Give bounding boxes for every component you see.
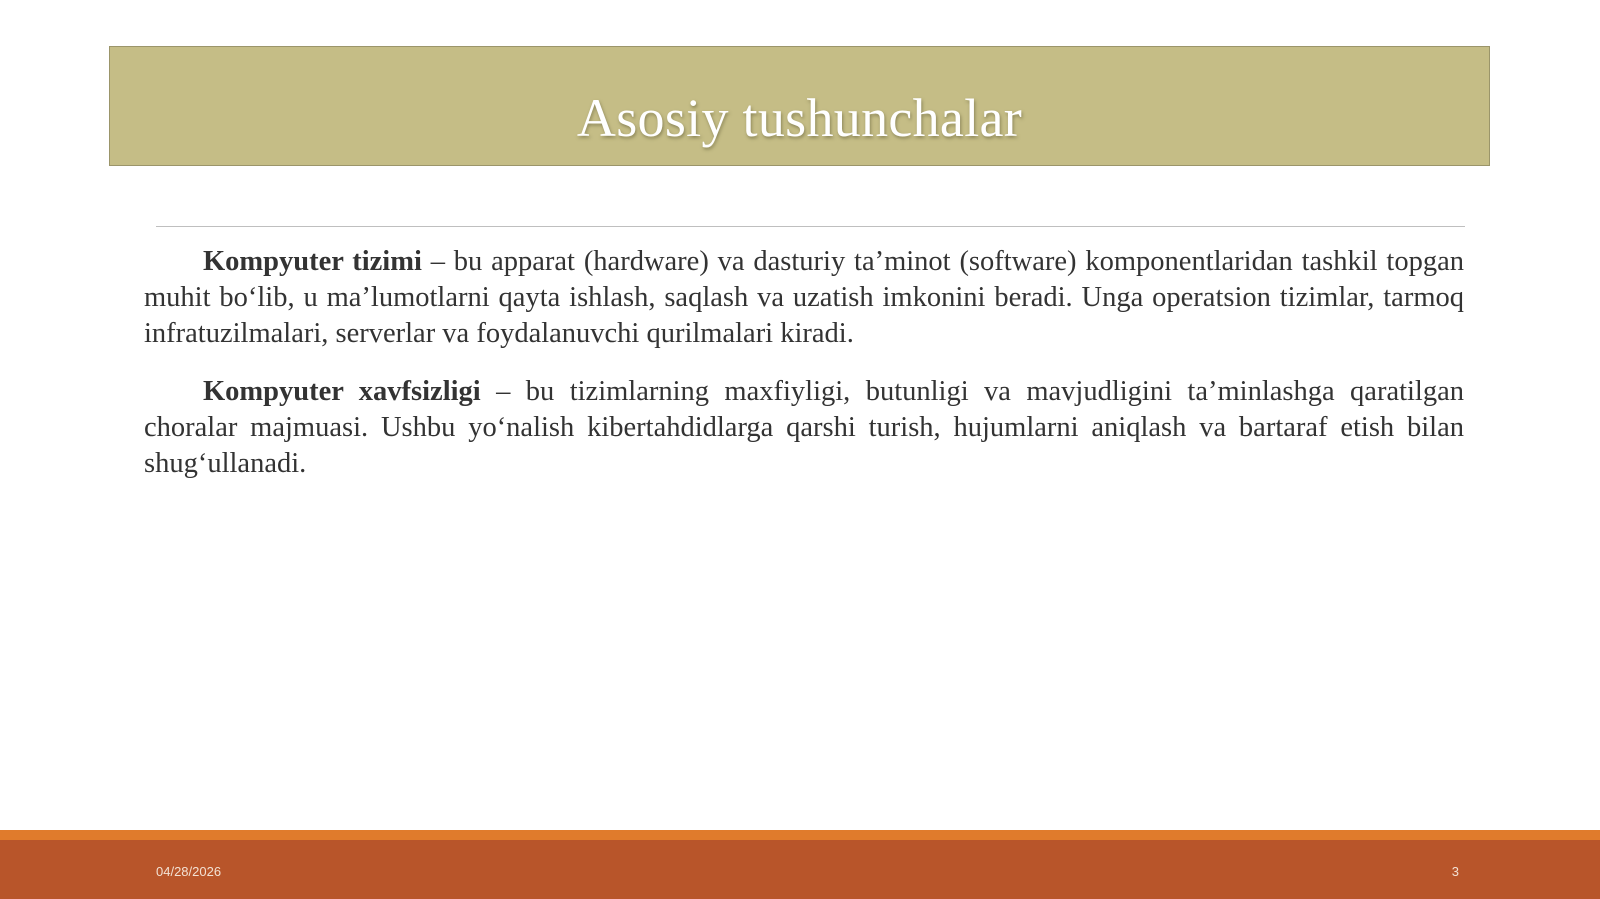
slide-body[interactable] bbox=[144, 244, 1464, 504]
footer-accent-stripe bbox=[0, 830, 1600, 840]
definition-computer-system: – bu apparat (hardware) va dasturiy ta’minot (software) komponentlaridan tashkil topgan muhit bo‘lib, u ma’lumotlarni qayta ishlash, saqlash va uzatish imkonini beradi. Unga operatsion tizimlar, tarmoq infratuzilmalari, serverlar va foydalanuvchi qurilmalari kiradi. bbox=[144, 246, 1464, 349]
title-bar bbox=[109, 46, 1490, 166]
paragraph-computer-security bbox=[144, 374, 1464, 482]
term-computer-security: Kompyuter xavfsizligi bbox=[203, 376, 481, 407]
term-computer-system: Kompyuter tizimi bbox=[203, 246, 422, 277]
title-divider bbox=[156, 226, 1465, 227]
paragraph-computer-system bbox=[144, 244, 1464, 352]
footer-date: 04/28/2026 bbox=[156, 864, 222, 879]
footer-bar bbox=[0, 840, 1600, 899]
slide-title[interactable]: Asosiy tushunchalar bbox=[576, 88, 1023, 148]
page-number: 3 bbox=[1451, 864, 1459, 879]
definition-computer-security: – bu tizimlarning maxfiyligi, butunligi va mavjudligini ta’minlashga qaratilgan choralar majmuasi. Ushbu yo‘nalish kibertahdidlarga qarshi turish, hujumlarni aniqlash va bartaraf etish bilan shug‘ullanadi. bbox=[144, 376, 1464, 479]
